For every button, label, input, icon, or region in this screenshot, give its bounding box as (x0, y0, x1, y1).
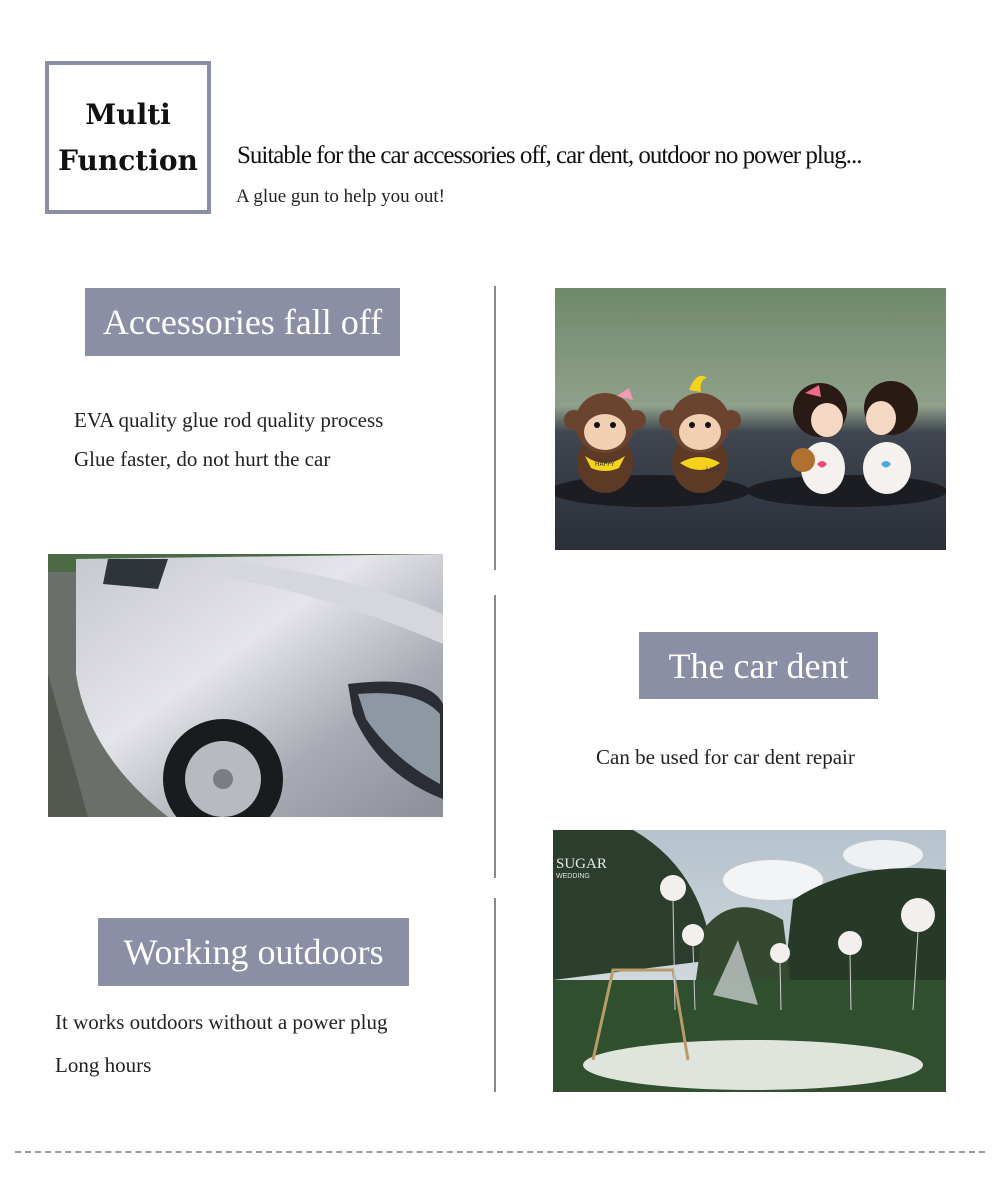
badge-car-dent: The car dent (639, 632, 878, 699)
box-line-2: Function (58, 143, 198, 177)
section1-line1: EVA quality glue rod quality process (74, 408, 384, 432)
divider-vertical (494, 898, 496, 1092)
watermark-sugar: SUGAR (556, 856, 607, 872)
header-tagline: A glue gun to help you out! (236, 186, 445, 207)
car-image (48, 554, 443, 817)
divider-vertical (494, 286, 496, 570)
garden-image (553, 830, 946, 1092)
love-label: Love (706, 466, 721, 473)
badge-working-outdoors: Working outdoors (98, 918, 409, 986)
box-line-1: Multi (85, 97, 171, 131)
badge-accessories: Accessories fall off (85, 288, 400, 356)
section1-line2: Glue faster, do not hurt the car (74, 447, 331, 471)
section3-line2: Long hours (55, 1053, 152, 1077)
divider-dashed (15, 1151, 985, 1153)
section3-line1: It works outdoors without a power plug (55, 1010, 388, 1034)
watermark-wedding: WEDDING (556, 873, 590, 880)
figurines-image (555, 288, 946, 550)
happy-label: HAPPY (595, 461, 615, 468)
multi-function-box (45, 61, 211, 214)
section2-line1: Can be used for car dent repair (596, 745, 855, 769)
divider-vertical (494, 595, 496, 878)
header-subtitle: Suitable for the car accessories off, car dent, outdoor no power plug... (237, 142, 862, 169)
